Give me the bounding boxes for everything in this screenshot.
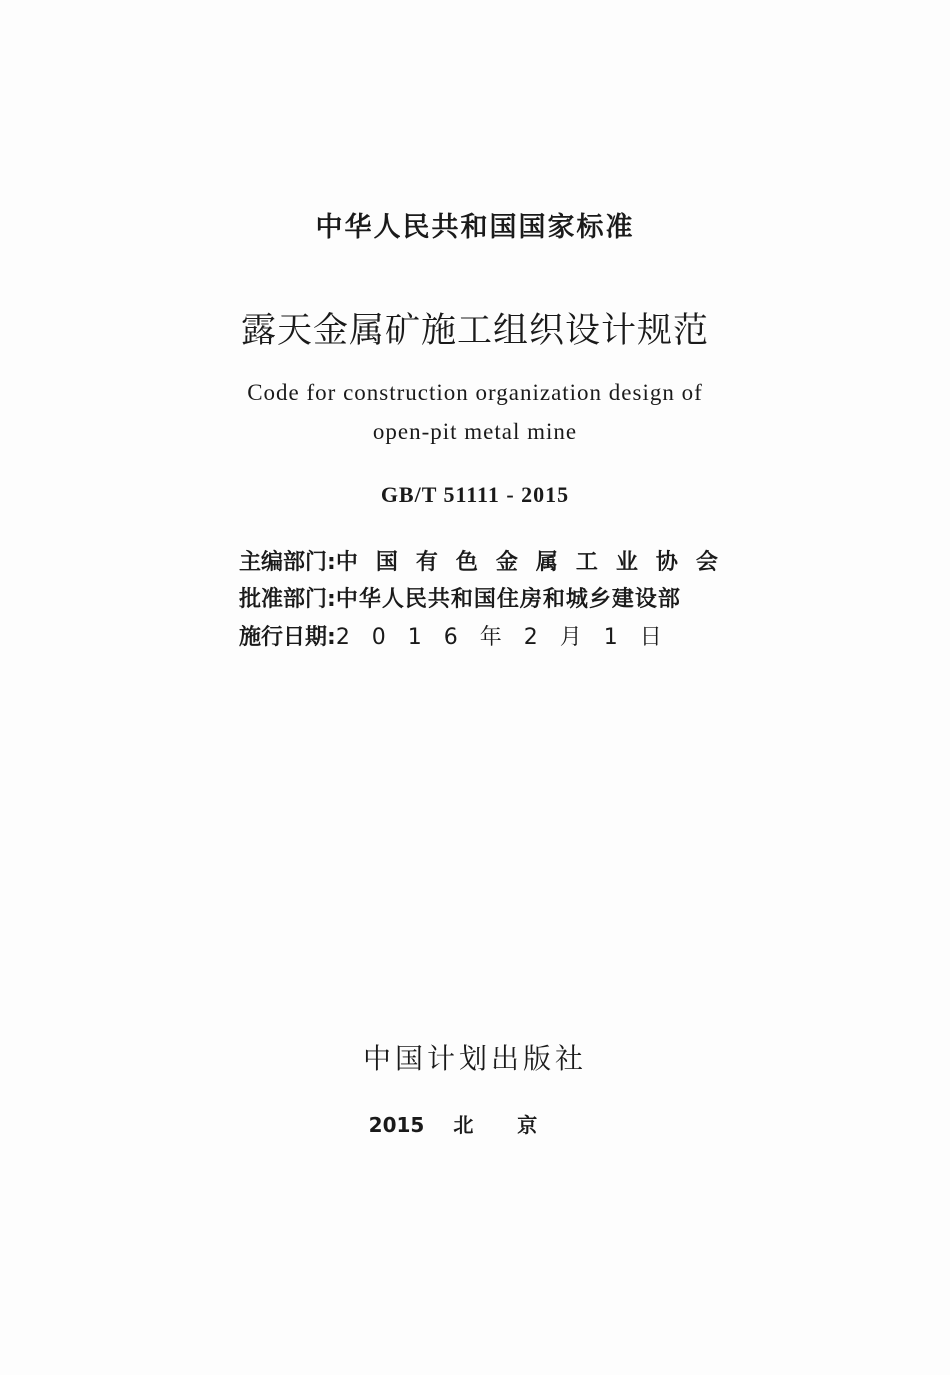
- meta-label: 施行日期:: [239, 625, 336, 650]
- meta-value: 2016年2月1日: [335, 625, 684, 650]
- imprint-line: [0, 1109, 950, 1138]
- meta-row-effective-date: [239, 620, 719, 651]
- standard-series-heading: 中华人民共和国国家标准: [315, 212, 635, 243]
- meta-label: 主编部门:: [239, 550, 336, 575]
- imprint-city: 北京: [453, 1113, 582, 1137]
- imprint-year: 2015: [368, 1113, 425, 1137]
- meta-row-approval: [239, 582, 719, 613]
- standard-code: GB/T 51111 - 2015: [380, 482, 570, 507]
- meta-value: 中华人民共和国住房和城乡建设部: [335, 587, 681, 612]
- document-title-chinese: 露天金属矿施工组织设计规范: [240, 311, 709, 351]
- document-title-english-line-2: open-pit metal mine: [372, 419, 578, 444]
- publisher-name: 中国计划出版社: [362, 1042, 587, 1075]
- meta-value: 中国有色金属工业协会: [335, 550, 736, 575]
- document-title-english-line-1: Code for construction organization design of: [247, 380, 703, 405]
- meta-row-chief-editor: [239, 545, 736, 576]
- meta-label: 批准部门:: [239, 587, 336, 612]
